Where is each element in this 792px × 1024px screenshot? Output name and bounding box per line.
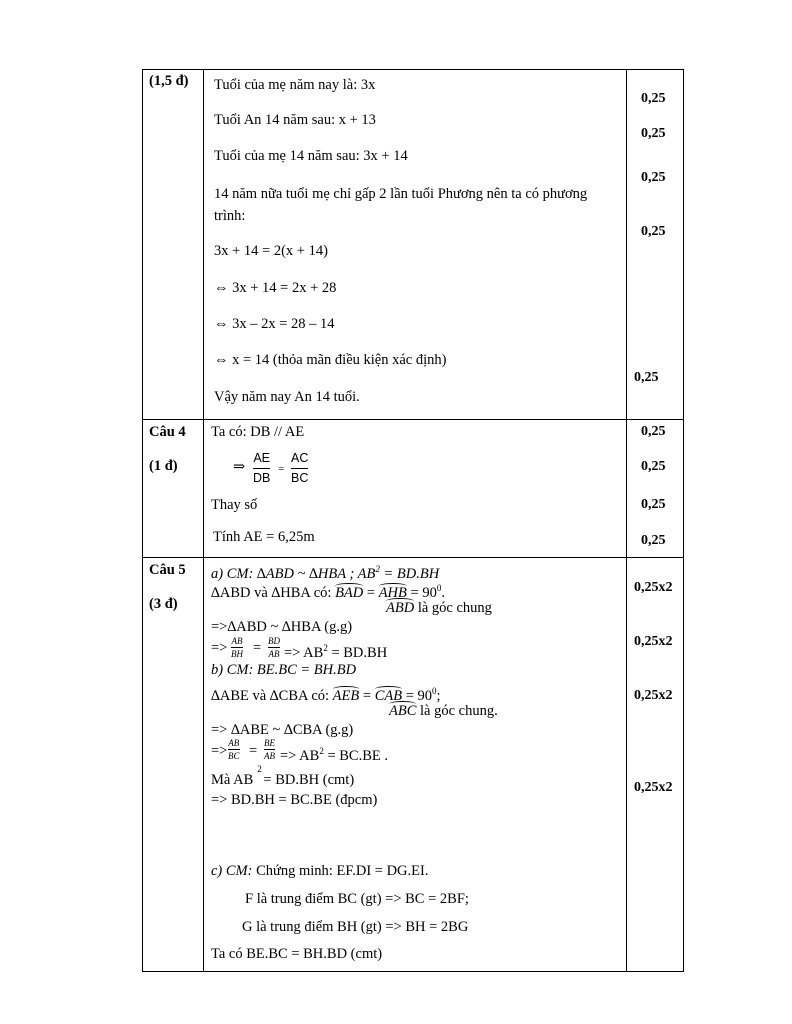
part-b-ratio-line: => <box>211 743 228 759</box>
angle-arc <box>386 598 414 604</box>
row1-line: Vậy năm nay An 14 tuổi. <box>214 389 360 405</box>
row-divider-2 <box>142 557 684 558</box>
angle-cab: CAB <box>374 687 403 704</box>
row2-score: 0,25 <box>641 459 666 474</box>
fraction-bd-ab: BD AB <box>268 636 280 659</box>
table-border-bottom <box>142 971 684 972</box>
row1-label: (1,5 đ) <box>149 73 189 89</box>
column-divider-2 <box>626 69 627 972</box>
row2-line: Thay số <box>211 497 258 513</box>
row2-score: 0,25 <box>641 533 666 548</box>
row3-score: 0,25x2 <box>634 688 673 703</box>
angle-arc <box>333 686 360 692</box>
row2-score: 0,25 <box>641 424 666 439</box>
part-a-conclusion: => $AB^2 = BD.BH$ <box>284 643 388 661</box>
row1-score: 0,25 <box>641 91 666 106</box>
part-b-result: => BD.BH = BC.BE (đpcm) <box>211 792 378 808</box>
row2-line: Ta có: DB // AE <box>211 424 305 440</box>
angle-abd: ABD <box>386 600 415 616</box>
row1-line: ⇔ 3x – 2x = 28 – 14 <box>214 316 335 332</box>
equals-sign: = <box>249 743 258 759</box>
fraction-ab-bc: AB BC <box>228 738 240 761</box>
fraction-bar <box>268 647 280 648</box>
row1-line: 14 năm nữa tuổi mẹ chỉ gấp 2 lần tuổi Phương nên ta có phương <box>214 186 588 202</box>
implies-arrow: ⇒ <box>233 459 246 475</box>
fraction-bar <box>228 749 240 750</box>
angle-bad: BAD <box>335 584 364 601</box>
table-border-top <box>142 69 684 70</box>
part-c-line: G là trung điểm BH (gt) => BH = 2BG <box>242 919 469 935</box>
part-b-similarity: => ∆ABE ~ ∆CBA (g.g) <box>211 722 354 738</box>
row1-score: 0,25 <box>641 224 666 239</box>
table-border-right <box>683 69 684 972</box>
equals-sign: = <box>278 463 285 475</box>
part-c-line: F là trung điểm BC (gt) => BC = 2BF; <box>245 891 469 907</box>
angle-arc <box>335 583 363 589</box>
row1-line: trình: <box>214 208 246 224</box>
row1-line: Tuổi của mẹ năm nay là: 3x <box>214 77 376 93</box>
row3-score: 0,25x2 <box>634 780 673 795</box>
row1-line: Tuổi của mẹ 14 năm sau: 3x + 14 <box>214 148 408 164</box>
row3-score: 0,25x2 <box>634 634 673 649</box>
row1-line: ⇔ 3x + 14 = 2x + 28 <box>214 280 337 296</box>
part-a-similarity: =>∆ABD ~ ∆HBA (g.g) <box>211 619 353 635</box>
fraction-bar <box>231 647 243 648</box>
angle-arc <box>375 686 402 692</box>
part-b-title: b) CM: BE.BC = BH.BD <box>211 662 357 678</box>
row1-line: ⇔ x = 14 (thỏa mãn điều kiện xác định) <box>214 352 447 368</box>
part-a-title: a) CM: ∆ABD ~ ∆HBA ; $AB^2 = BD.BH$ <box>211 564 440 582</box>
fraction-ae-db <box>253 451 270 485</box>
row2-label: Câu 4 <box>149 424 186 440</box>
row3-points: (3 đ) <box>149 596 178 612</box>
fraction-bar <box>253 468 270 469</box>
row2-points: (1 đ) <box>149 458 178 474</box>
row1-line: Tuổi An 14 năm sau: x + 13 <box>214 112 376 128</box>
angle-arc <box>379 583 407 589</box>
fraction-bar <box>291 468 308 469</box>
fraction-ac-bc <box>291 451 308 485</box>
part-a-common-angle: ABD là góc chung <box>386 600 492 616</box>
part-a-ratio-line: => <box>211 640 228 656</box>
row3-score: 0,25x2 <box>634 580 673 595</box>
fraction-denominator: BC <box>291 471 309 485</box>
part-b-recall: Mà $AB^2 = BD.BH$ (cmt) <box>211 764 355 788</box>
angle-aeb: AEB <box>332 687 360 704</box>
angle-abc: ABC <box>389 703 417 719</box>
fraction-bar <box>264 749 275 750</box>
row1-score: 0,25 <box>641 170 666 185</box>
angle-arc <box>389 701 416 707</box>
part-c-title: c) CM: Chứng minh: EF.DI = DG.EI. <box>211 863 429 879</box>
fraction-ab-bh: AB BH <box>231 636 243 659</box>
part-c-line: Ta có BE.BC = BH.BD (cmt) <box>211 946 383 962</box>
row1-score: 0,25 <box>641 126 666 141</box>
column-divider-1 <box>203 69 204 972</box>
row-divider-1 <box>142 419 684 420</box>
row2-score: 0,25 <box>641 497 666 512</box>
row1-score: 0,25 <box>634 370 659 385</box>
fraction-numerator: AC <box>291 451 309 465</box>
part-b-conclusion: => $AB^2 = BC.BE$ . <box>280 746 389 764</box>
part-b-angles-line: ∆ABE và ∆CBA có: AEB = CAB = $90^0$; <box>211 686 441 704</box>
part-a-angles-line: ∆ABD và ∆HBA có: BAD = AHB = $90^0$. <box>211 583 445 601</box>
table-border-left <box>142 69 143 972</box>
fraction-numerator: AE <box>253 451 271 465</box>
part-b-common-angle: ABC là góc chung. <box>389 703 498 719</box>
angle-ahb: AHB <box>378 584 407 601</box>
row2-line: Tính AE = 6,25m <box>213 529 315 545</box>
row1-line: 3x + 14 = 2(x + 14) <box>214 243 328 259</box>
fraction-denominator: DB <box>253 471 271 485</box>
row3-label: Câu 5 <box>149 562 186 578</box>
fraction-be-ab: BE AB <box>264 738 275 761</box>
equals-sign: = <box>253 640 262 656</box>
